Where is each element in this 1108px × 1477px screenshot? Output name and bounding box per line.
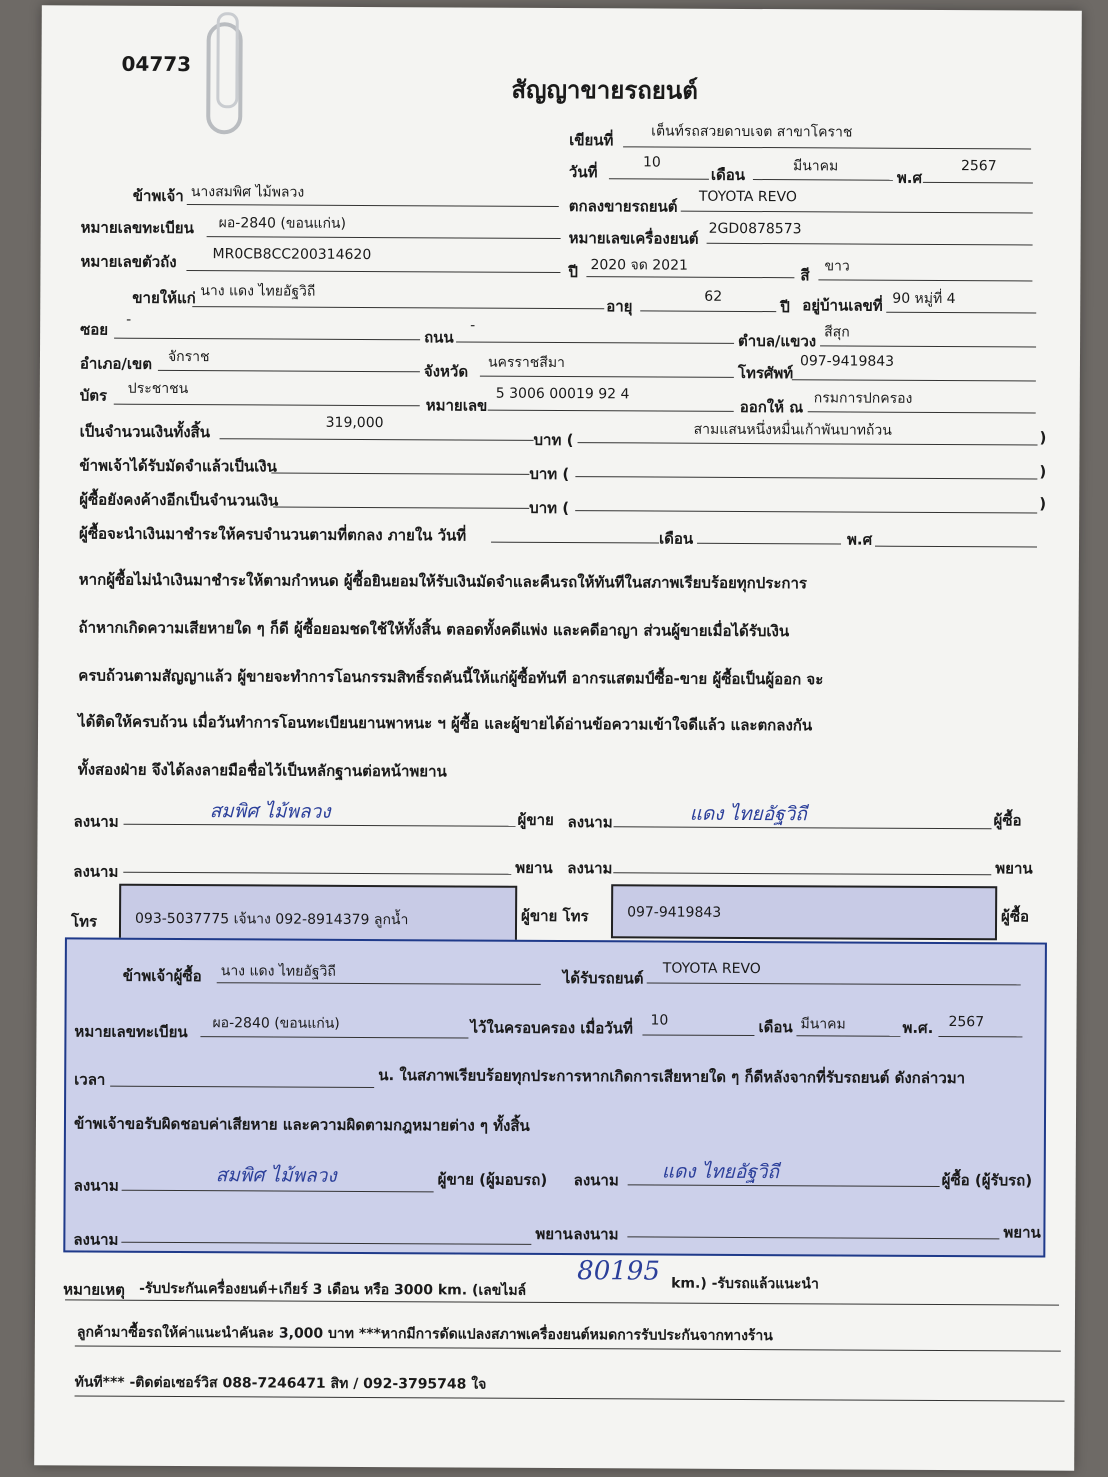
receipt-buyer-name: นาง แดง ไทยอัฐวิถี — [220, 963, 336, 980]
total-close-paren: ) — [1039, 428, 1047, 447]
terms-line-4: ได้ติดให้ครบถ้วน เมื่อวันทำการโอนทะเบียนยานพาหนะ ฯ ผู้ซื้อ และผู้ขายได้อ่านข้อความเข้าใจดีแล้ว และตกลงกัน — [78, 712, 813, 735]
phone-label: โทรศัพท์ — [737, 363, 794, 383]
receipt-reg: ผอ-2840 (ขอนแก่น) — [212, 1015, 340, 1032]
total-baht-label: บาท ( — [533, 430, 574, 450]
buyer-phone: 097-9419843 — [627, 904, 722, 921]
buyer-intro-label: ขายให้แก่ — [132, 288, 196, 308]
total-words: สามแสนหนึ่งหมื่นเก้าพันบาทถ้วน — [693, 421, 892, 439]
soi-value: - — [126, 311, 132, 328]
document-number: 04773 — [121, 51, 192, 77]
receipt-liability: ข้าพเจ้าขอรับผิดชอบค่าเสียหาย และความผิดตามกฎหมายต่าง ๆ ทั้งสิ้น — [73, 1114, 530, 1135]
receipt-month-label: เดือน — [758, 1018, 793, 1037]
buyer-sign-label: ลงนาม — [567, 813, 613, 832]
seller-role: ผู้ขาย — [517, 810, 554, 829]
receipt-seller-role: ผู้ขาย (ผู้มอบรถ) — [437, 1170, 548, 1189]
color-value: ขาว — [824, 258, 850, 275]
receipt-witness2-role: พยาน — [1003, 1223, 1041, 1242]
due-label: ผู้ซื้อจะนำเงินมาชำระให้ครบจำนวนตามที่ตกลง ภายใน วันที่ — [79, 524, 467, 545]
seller-label: ข้าพเจ้า — [132, 186, 184, 206]
receipt-buyer-role: ผู้ซื้อ (ผู้รับรถ) — [941, 1171, 1033, 1190]
seller-phone-box — [119, 884, 517, 944]
engine-label: หมายเลขเครื่องยนต์ — [568, 229, 699, 248]
issuer-label: ออกให้ ณ — [739, 397, 804, 417]
tel-label: โทร — [70, 912, 98, 931]
buyer-tel-role: ผู้ซื้อ — [1001, 907, 1030, 926]
house-value: 90 หมู่ที่ 4 — [892, 290, 956, 308]
district-label: อำเภอ/เขต — [79, 354, 153, 373]
month-value: มีนาคม — [792, 158, 839, 175]
written-at-label: เขียนที่ — [569, 131, 614, 150]
terms-line-5: ทั้งสองฝ่าย จึงได้ลงลายมือชื่อไว้เป็นหลักฐานต่อหน้าพยาน — [77, 760, 447, 781]
subdistrict-label: ตำบล/แขวง — [738, 331, 817, 351]
province-value: นครราชสีมา — [487, 354, 565, 372]
receipt-witness1-role: พยาน — [535, 1224, 573, 1244]
receipt-seller-sign-label: ลงนาม — [73, 1176, 119, 1195]
receipt-buyer-sign-label: ลงนาม — [573, 1171, 619, 1190]
seller-sign-label: ลงนาม — [73, 812, 119, 831]
note-label: หมายเหตุ — [63, 1280, 125, 1299]
receipt-time-tail: น. ในสภาพเรียบร้อยทุกประการหากเกิดการเสียหายใด ๆ ก็ดีหลังจากที่รับรถยนต์ ดังกล่าวมา — [378, 1066, 966, 1088]
mileage-value: 80195 — [577, 1256, 661, 1287]
note-line-3: ทันที*** -ติดต่อเซอร์วิส 088-7246471 สิท / 092-3795748 ใจ — [74, 1374, 487, 1393]
note-line-1a: -รับประกันเครื่องยนต์+เกียร์ 3 เดือน หรือ 3000 km. (เลขไมล์ — [139, 1280, 527, 1299]
chassis-value: MR0CB8CC200314620 — [212, 246, 372, 264]
district-value: จักราช — [167, 348, 210, 366]
receipt-month: มีนาคม — [800, 1016, 846, 1033]
total-label: เป็นจำนวนเงินทั้งสิ้น — [79, 422, 211, 442]
witness2-role: พยาน — [995, 859, 1033, 878]
balance-baht-label: บาท ( — [529, 498, 570, 518]
witness1-sign-label: ลงนาม — [73, 862, 119, 881]
receipt-year-label: พ.ศ. — [902, 1018, 934, 1037]
receipt-year: 2567 — [948, 1014, 985, 1031]
terms-line-2: ถ้าหากเกิดความเสียหายใด ๆ ก็ดี ผู้ซื้อยอมชดใช้ให้ทั้งสิ้น ตลอดทั้งคดีแพ่ง และคดีอาญา ส่วนผู้ขายเมื่อได้รับเงิน — [78, 618, 790, 641]
issuer-value: กรมการปกครอง — [813, 390, 913, 407]
seller-name: นางสมพิศ ไม้พลวง — [190, 184, 305, 201]
note-line-2: ลูกค้ามาซื้อรถให้ค่าแนะนำคันละ 3,000 บาท ***หากมีการดัดแปลงสภาพเครื่องยนต์หมดการรับประกันจากทางร้าน — [76, 1324, 773, 1345]
road-label: ถนน — [424, 328, 454, 347]
due-month-label: เดือน — [658, 529, 694, 548]
terms-line-1: หากผู้ซื้อไม่นำเงินมาชำระให้ตามกำหนด ผู้ซื้อยินยอมให้รับเงินมัดจำและคืนรถให้ทันทีในสภาพเรียบร้อยทุกประการ — [78, 570, 808, 593]
reg-label: หมายเลขทะเบียน — [80, 218, 194, 238]
age-value: 62 — [704, 288, 723, 305]
receipt-received-label: ได้รับรถยนต์ — [562, 969, 644, 988]
engine-value: 2GD0878573 — [708, 220, 802, 238]
witness1-role: พยาน — [515, 858, 553, 877]
receipt-section — [63, 937, 1047, 1257]
total-value: 319,000 — [325, 414, 384, 432]
written-at-value: เต็นท์รถสวยดาบเจต สาขาโคราช — [651, 123, 853, 141]
day-value: 10 — [642, 154, 661, 171]
car-model: TOYOTA REVO — [698, 188, 797, 206]
soi-label: ซอย — [80, 320, 109, 339]
balance-label: ผู้ซื้อยังคงค้างอีกเป็นจำนวนเงิน — [79, 490, 279, 510]
page-title: สัญญาขายรถยนต์ — [511, 75, 698, 105]
receipt-buyer-signature: แดง ไทยอัฐวิถี — [661, 1160, 779, 1184]
receipt-witness2-sign-label: ลงนาม — [573, 1225, 619, 1244]
subdistrict-value: สีสุก — [824, 324, 850, 341]
buyer-signature: แดง ไทยอัฐวิถี — [689, 802, 807, 826]
deposit-close-paren: ) — [1039, 462, 1047, 481]
receipt-possession-label: ไว้ในครอบครอง เมื่อวันที่ — [470, 1018, 633, 1038]
seller-phone: 093-5037775 เจ้นาง 092-8914379 ลูกน้ำ — [135, 910, 409, 929]
due-year-label: พ.ศ — [846, 530, 873, 549]
receipt-seller-signature: สมพิศ ไม้พลวง — [215, 1164, 337, 1187]
note-line-1b: km.) -รับรถแล้วแนะนำ — [671, 1275, 819, 1293]
receipt-day: 10 — [650, 1012, 669, 1029]
contract-paper — [34, 5, 1082, 1470]
card-value: ประชาชน — [127, 380, 189, 398]
paper-clip-icon — [206, 22, 243, 134]
model-year-value: 2020 จด 2021 — [590, 257, 688, 274]
seller-tel-label: ผู้ขาย โทร — [521, 906, 589, 926]
receipt-car: TOYOTA REVO — [662, 960, 761, 978]
deposit-label: ข้าพเจ้าได้รับมัดจำแล้วเป็นเงิน — [79, 456, 277, 476]
house-label: อยู่บ้านเลขที่ — [802, 296, 883, 315]
agree-label: ตกลงขายรถยนต์ — [568, 197, 678, 216]
receipt-time-label: เวลา — [74, 1070, 106, 1089]
card-no-label: หมายเลข — [425, 396, 488, 415]
witness2-sign-label: ลงนาม — [567, 859, 613, 878]
age-label: อายุ — [606, 297, 633, 316]
balance-close-paren: ) — [1039, 494, 1047, 513]
day-label: วันที่ — [568, 163, 598, 182]
chassis-label: หมายเลขตัวถัง — [80, 252, 177, 271]
terms-line-3: ครบถ้วนตามสัญญาแล้ว ผู้ขายจะทำการโอนกรรมสิทธิ์รถคันนี้ให้แก่ผู้ซื้อทันที อากรแสตมป์ซื้อ-ขาย ผู้ซื้อเป็นผู้ออก จะ — [78, 666, 824, 689]
model-year-label: ปี — [568, 263, 579, 282]
deposit-baht-label: บาท ( — [529, 464, 570, 484]
phone-value: 097-9419843 — [799, 353, 895, 370]
reg-value: ผอ-2840 (ขอนแก่น) — [218, 215, 347, 232]
seller-signature: สมพิศ ไม้พลวง — [209, 800, 331, 823]
buyer-name: นาง แดง ไทยอัฐวิถี — [200, 283, 316, 300]
card-no-value: 5 3006 00019 92 4 — [495, 385, 630, 403]
buyer-phone-box — [611, 884, 997, 940]
road-value: - — [470, 317, 476, 334]
age-unit: ปี — [780, 298, 790, 317]
receipt-reg-label: หมายเลขทะเบียน — [74, 1022, 188, 1042]
receipt-witness1-sign-label: ลงนาม — [73, 1230, 119, 1249]
receipt-buyer-label: ข้าพเจ้าผู้ซื้อ — [122, 966, 202, 986]
year-label: พ.ศ — [896, 168, 923, 187]
card-label: บัตร — [79, 386, 108, 405]
year-value: 2567 — [960, 158, 997, 175]
province-label: จังหวัด — [423, 362, 469, 381]
month-label: เดือน — [710, 165, 746, 184]
buyer-role: ผู้ซื้อ — [993, 811, 1022, 830]
color-label: สี — [800, 266, 810, 285]
